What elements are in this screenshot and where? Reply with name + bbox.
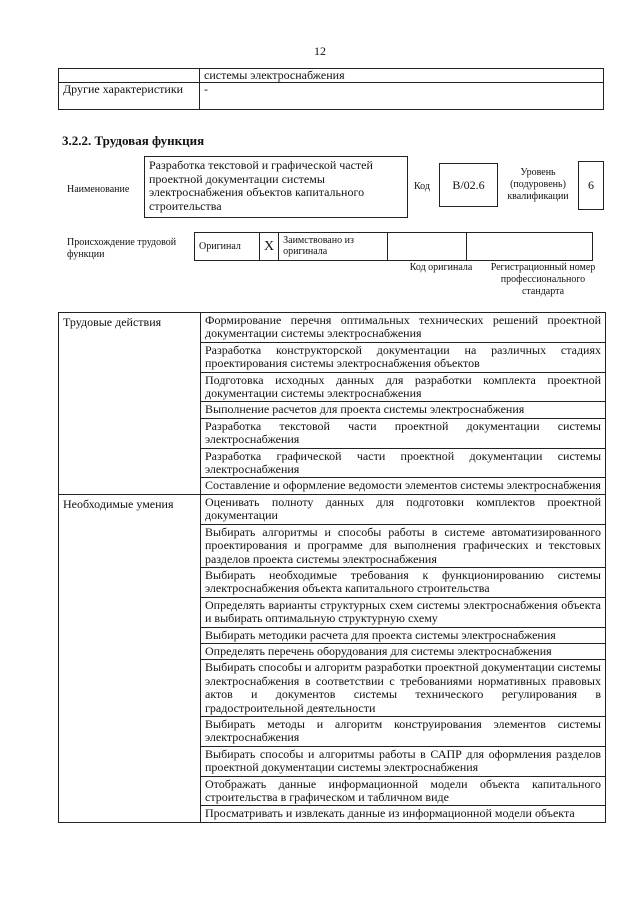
category-label: Трудовые действия	[59, 313, 201, 495]
table-cell: Выбирать способы и алгоритм разработки проектной документации системы электроснабжения в соответствии с требованиями нормативных правовых актов и документов системы технического регулирования в градостроительной деятельности	[201, 660, 606, 717]
original-mark: X	[260, 233, 279, 261]
characteristics-table	[58, 68, 604, 110]
empty-cell	[59, 69, 200, 83]
table-cell: Выполнение расчетов для проекта системы электроснабжения	[201, 402, 606, 418]
level-box: 6	[578, 161, 604, 210]
table-cell: Определять варианты структурных схем системы электроснабжения объекта и выбирать оптимальную структурную схему	[201, 597, 606, 627]
table-cell: Формирование перечня оптимальных технических решений проектной документации системы электроснабжения	[201, 313, 606, 343]
reg-number-cell	[467, 233, 593, 261]
row2-label: Другие характеристики	[59, 83, 200, 110]
table-cell: Выбирать методики расчета для проекта системы электроснабжения	[201, 627, 606, 643]
table-row	[59, 313, 606, 343]
table-cell: Выбирать способы и алгоритмы работы в САПР для оформления разделов проектной документации системы электроснабжения	[201, 746, 606, 776]
code-original-cell	[388, 233, 467, 261]
origin-label: Происхождение трудовой функции	[67, 237, 177, 260]
table-cell: Выбирать алгоритмы и способы работы в системе автоматизированного проектирования и программе для выполнения графических и текстовых разделов проекта системы электроснабжения	[201, 524, 606, 567]
table-cell: Разработка текстовой части проектной документации системы электроснабжения	[201, 418, 606, 448]
table-row	[195, 233, 593, 261]
table-cell: Подготовка исходных данных для разработки комплекта проектной документации системы электроснабжения	[201, 372, 606, 402]
table-cell: Определять перечень оборудования для системы электроснабжения	[201, 643, 606, 659]
table-row	[59, 69, 604, 83]
table-row	[59, 83, 604, 110]
table-cell: Выбирать методы и алгоритм конструирования элементов системы электроснабжения	[201, 716, 606, 746]
name-label: Наименование	[67, 184, 130, 195]
table-cell: Оценивать полноту данных для подготовки комплектов проектной документации	[201, 494, 606, 524]
row2-value: -	[200, 83, 604, 110]
row1-value: системы электроснабжения	[200, 69, 604, 83]
code-label: Код	[414, 181, 430, 192]
section-title: 3.2.2. Трудовая функция	[62, 133, 205, 148]
page-number: 12	[314, 44, 326, 58]
category-label: Необходимые умения	[59, 494, 201, 822]
table-cell: Разработка графической части проектной документации системы электроснабжения	[201, 448, 606, 478]
table-cell: Разработка конструкторской документации на различных стадиях проектирования системы электроснабжения объектов	[201, 342, 606, 372]
function-name-box: Разработка текстовой и графической частей проектной документации системы электроснабжения объектов капитального строительства	[144, 156, 408, 218]
reg-number-caption: Регистрационный номер профессионального стандарта	[490, 262, 596, 297]
table-cell: Просматривать и извлекать данные из информационной модели объекта	[201, 806, 606, 822]
origin-table	[194, 232, 593, 261]
original-cell: Оригинал	[195, 233, 260, 261]
code-original-caption: Код оригинала	[409, 262, 473, 273]
functions-table	[58, 312, 606, 823]
table-cell: Отображать данные информационной модели объекта капитального строительства в графическом и табличном виде	[201, 776, 606, 806]
level-label: Уровень (подуровень) квалификации	[507, 167, 569, 202]
table-cell: Составление и оформление ведомости элементов системы электроснабжения	[201, 478, 606, 494]
table-row	[59, 494, 606, 524]
function-code-box: В/02.6	[439, 163, 498, 207]
table-cell: Выбирать необходимые требования к функционированию системы электроснабжения объекта капитального строительства	[201, 567, 606, 597]
borrowed-cell: Заимствовано из оригинала	[279, 233, 388, 261]
